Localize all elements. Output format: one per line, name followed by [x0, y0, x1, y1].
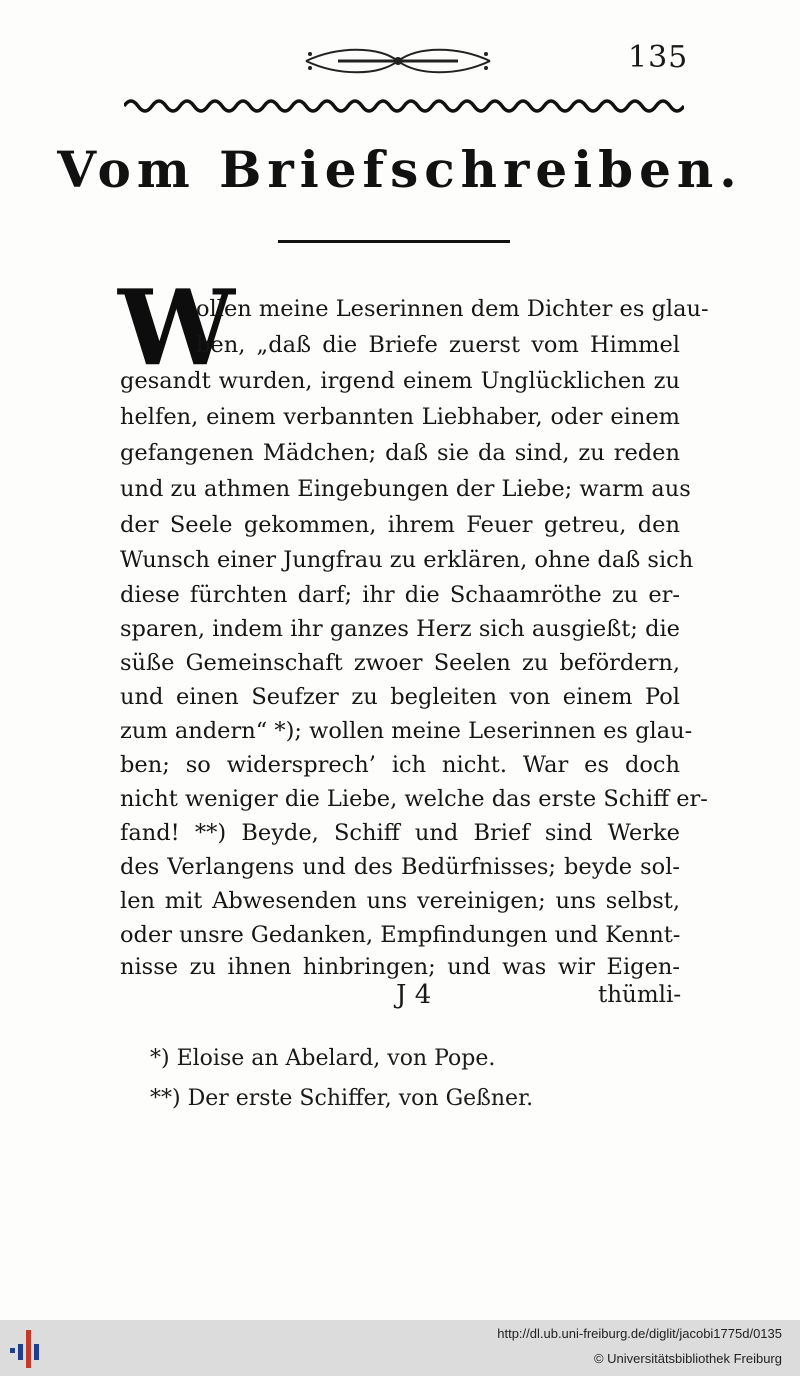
body-line: helfen, einem verbannten Liebhaber, oder einem: [120, 404, 680, 430]
footer-bar: [0, 1320, 800, 1376]
title-underline: [278, 240, 510, 243]
page-number: 135: [628, 40, 689, 75]
wave-rule-ornament: [124, 92, 684, 116]
body-line: ben; so widersprech’ ich nicht. War es doch: [120, 752, 680, 778]
body-line: ben, „daß die Briefe zuerst vom Himmel: [196, 332, 680, 358]
body-line: ollen meine Leserinnen dem Dichter es glau-: [196, 296, 709, 322]
body-line: der Seele gekommen, ihrem Feuer getreu, den: [120, 512, 680, 538]
source-url-link[interactable]: http://dl.ub.uni-freiburg.de/diglit/jacobi1775d/0135: [497, 1326, 782, 1341]
body-line: süße Gemeinschaft zwoer Seelen zu befördern,: [120, 650, 680, 676]
copyright-notice: © Universitätsbibliothek Freiburg: [593, 1351, 782, 1366]
drop-cap: W: [118, 266, 235, 389]
body-line: diese fürchten darf; ihr die Schaamröthe zu er-: [120, 582, 680, 608]
catchword: thümli-: [598, 982, 682, 1008]
body-line: oder unsre Gedanken, Empfindungen und Kennt-: [120, 922, 681, 948]
body-line: des Verlangens und des Bedürfnisses; beyde sol-: [120, 854, 680, 880]
body-line: fand! **) Beyde, Schiff und Brief sind Werke: [120, 820, 680, 846]
footnote: **) Der erste Schiffer, von Geßner.: [150, 1086, 534, 1111]
signature-mark: J 4: [396, 980, 432, 1010]
body-line: und zu athmen Eingebungen der Liebe; warm aus: [120, 476, 691, 502]
ornament-vignette-icon: [298, 44, 498, 78]
body-line: nicht weniger die Liebe, welche das erste Schiff er-: [120, 786, 708, 812]
body-line: len mit Abwesenden uns vereinigen; uns selbst,: [120, 888, 680, 914]
body-line: und einen Seufzer zu begleiten von einem Pol: [120, 684, 680, 710]
body-line: nisse zu ihnen hinbringen; und was wir Eigen-: [120, 954, 680, 980]
body-line: zum andern“ *); wollen meine Leserinnen es glau-: [120, 718, 693, 744]
body-line: sparen, indem ihr ganzes Herz sich ausgießt; die: [120, 616, 680, 642]
body-line: Wunsch einer Jungfrau zu erklären, ohne daß sich: [120, 547, 694, 573]
ub-freiburg-logo-icon: [10, 1330, 40, 1368]
chapter-title: Vom Briefschreiben.: [57, 140, 743, 199]
body-line: gefangenen Mädchen; daß sie da sind, zu reden: [120, 440, 680, 466]
footnote: *) Eloise an Abelard, von Pope.: [150, 1046, 496, 1071]
body-line: gesandt wurden, irgend einem Unglücklichen zu: [120, 368, 680, 394]
